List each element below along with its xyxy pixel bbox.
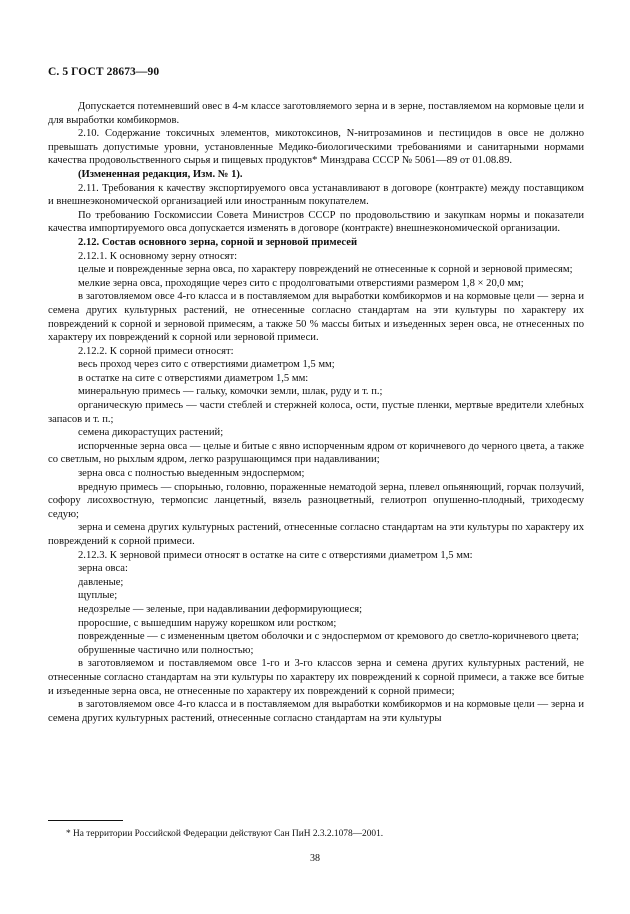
- paragraph: мелкие зерна овса, проходящие через сито с продолговатыми отверстиями размером 1,8 × 20,0 мм;: [78, 277, 524, 289]
- page-header: С. 5 ГОСТ 28673—90: [48, 66, 160, 78]
- paragraph: семена дикорастущих растений;: [78, 427, 224, 439]
- page-number: 38: [310, 853, 320, 864]
- document-body: [48, 100, 584, 725]
- paragraph: (Измененная редакция, Изм. № 1).: [78, 168, 243, 180]
- paragraph: 2.10. Содержание токсичных элементов, микотоксинов, N-нитрозаминов и пестицидов в овсе не должно превышать допустимые уровни, установленные Медико-биологическими требованиями и санитарными нормами качества продовольственного сырья и пищевых продуктов* Минздрава СССР № 5061—89 от 01.08.89.: [48, 128, 584, 167]
- footnote-divider: [48, 820, 123, 821]
- paragraph: 2.12. Состав основного зерна, сорной и зерновой примесей: [78, 236, 358, 248]
- paragraph: давленые;: [78, 576, 124, 588]
- paragraph: проросшие, с вышедшим наружу корешком или ростком;: [78, 617, 337, 629]
- paragraph: целые и поврежденные зерна овса, по характеру повреждений не отнесенные к сорной и зерновой примесям;: [78, 264, 573, 276]
- paragraph: 2.12.2. К сорной примеси относят:: [78, 345, 234, 357]
- paragraph: зерна и семена других культурных растений, отнесенные согласно стандартам на эти культуры по характеру их повреждений к сорной примеси.: [48, 522, 584, 547]
- paragraph: зерна овса:: [78, 563, 128, 575]
- paragraph: 2.12.3. К зерновой примеси относят в остатке на сите с отверстиями диаметром 1,5 мм:: [78, 549, 473, 561]
- paragraph: недозрелые — зеленые, при надавливании деформирующиеся;: [78, 603, 363, 615]
- paragraph: органическую примесь — части стеблей и стержней колоса, ости, пустые пленки, мертвые вредители хлебных запасов и т. п.;: [48, 400, 584, 425]
- paragraph: в остатке на сите с отверстиями диаметром 1,5 мм:: [78, 372, 309, 384]
- paragraph: 2.11. Требования к качеству экспортируемого овса устанавливают в договоре (контракте) между поставщиком и внешнеэкономической организацией или иностранным покупателем.: [48, 182, 584, 208]
- paragraph: вредную примесь — спорынью, головню, пораженные нематодой зерна, плевел опьяняющий, горчак ползучий, софору лисохвостную, термопсис ланцетный, вязель разноцветный, гелиотроп опушенно-плодный, триходесму седую;: [48, 481, 584, 520]
- paragraph: 2.12.1. К основному зерну относят:: [78, 250, 238, 262]
- footnote: * На территории Российской Федерации действуют Сан ПиН 2.3.2.1078—2001.: [66, 829, 384, 839]
- paragraph: поврежденные — с измененным цветом оболочки и с эндоспермом от кремового до светло-коричневого цвета;: [78, 631, 579, 643]
- paragraph: зерна овса с полностью выеденным эндоспермом;: [78, 468, 305, 480]
- paragraph: щуплые;: [78, 590, 118, 602]
- paragraph: в заготовляемом овсе 4-го класса и в поставляемом для выработки комбикормов и на кормовые цели — зерна и семена других культурных растений, отнесенные согласно стандартам на эти культуры: [48, 699, 584, 724]
- paragraph: в заготовляемом овсе 4-го класса и в поставляемом для выработки комбикормов и на кормовые цели — зерна и семена других культурных растений, не отнесенные согласно стандартам на эти культуры по характеру их повреждений к сорной и зерновой примесям, а также 50 % массы битых и изъеденных зерен овса, не отнесенных по характеру их повреждений к сорной или зерновой примеси.: [48, 291, 584, 344]
- paragraph: в заготовляемом и поставляемом овсе 1-го и 3-го классов зерна и семена других культурных растений, не отнесенные согласно стандартам на эти культуры по характеру их повреждений к сорной примеси, а также все битые и изъеденные зерна овса, не отнесенные по характеру их повреждений к сорной примеси;: [48, 658, 584, 697]
- paragraph: Допускается потемневший овес в 4-м классе заготовляемого зерна и в зерне, поставляемом на кормовые цели и для выработки комбикормов.: [48, 101, 584, 126]
- paragraph: испорченные зерна овса — целые и битые с явно испорченным ядром от коричневого до черного цвета, а также со светлым, но рыхлым ядром, легко разрушающимся при надавливании;: [48, 440, 584, 466]
- paragraph: минеральную примесь — гальку, комочки земли, шлак, руду и т. п.;: [78, 386, 383, 398]
- paragraph: По требованию Госкомиссии Совета Министров СССР по продовольствию и закупкам нормы и показатели качества импортируемого овса допускается изменять в договоре (контракте) внешнеэкономической организации.: [48, 209, 584, 235]
- paragraph: весь проход через сито с отверстиями диаметром 1,5 мм;: [78, 359, 335, 371]
- paragraph: обрушенные частично или полностью;: [78, 644, 254, 656]
